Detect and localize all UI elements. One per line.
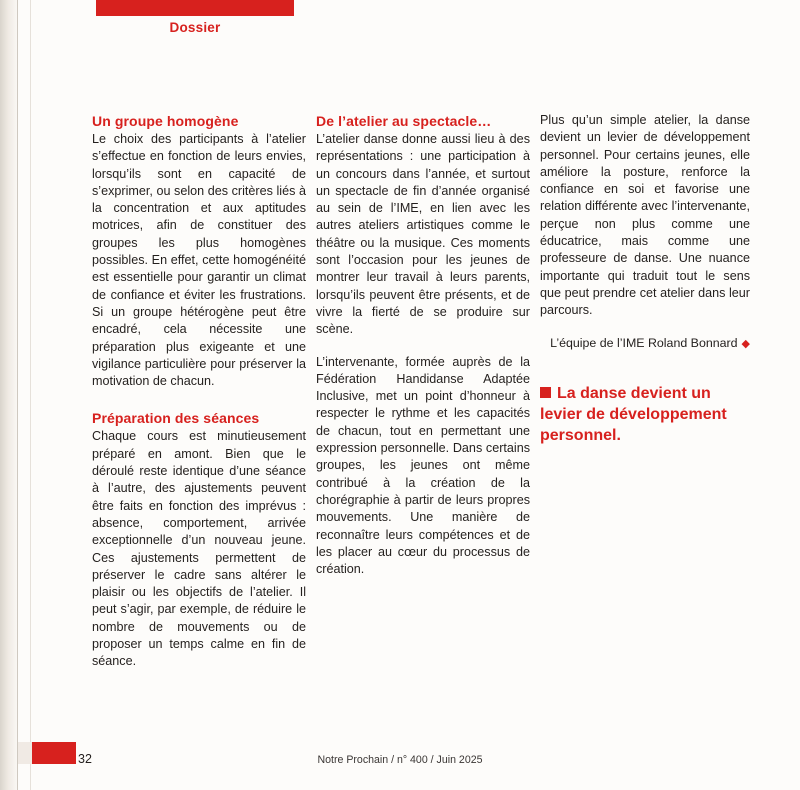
paragraph-groupe-homogene: Le choix des participants à l’atelier s’effectue en fonction de leurs envies, lorsqu’ils sont en capacité de s’exprimer, ou selon des critères liés à la concentration et aux aptitudes motrices, afin de constituer des groupes les plus homogènes possibles. En effet, cette homogénéité est essentielle pour garantir un climat de confiance et éviter les frustrations. Si un groupe hétérogène peut être encadré, cela nécessite une préparation plus exigeante et une vigilance particulière pour préserver la motivation de chacun. <box>92 132 306 389</box>
article-signature <box>540 335 750 353</box>
scan-edge <box>0 0 18 790</box>
column-two <box>316 112 530 578</box>
header-accent-bar <box>96 0 294 16</box>
column-one <box>92 112 306 671</box>
column-three <box>540 112 750 446</box>
pull-quote <box>540 383 750 446</box>
heading-groupe-homogene: Un groupe homogène <box>92 113 239 129</box>
heading-atelier-spectacle: De l’atelier au spectacle… <box>316 113 492 129</box>
paragraph-developpement-personnel: Plus qu’un simple atelier, la danse devient un levier de développement personnel. Pour certains jeunes, elle améliore la posture, renforce la confiance en soi et favorise une relation différente avec l’intervenante, perçue non plus comme une éducatrice, mais comme une professeure de danse. Une nuance importante qui traduit tout le sens que peut prendre cet atelier dans leur parcours. <box>540 113 750 318</box>
scan-edge-line <box>17 0 18 790</box>
diamond-icon: ◆ <box>741 337 750 350</box>
square-bullet-icon <box>540 387 551 398</box>
page-number: 32 <box>78 752 92 766</box>
section-kicker: Dossier <box>169 20 221 35</box>
paragraph-preparation-seances: Chaque cours est minutieusement préparé en amont. Bien que le déroulé reste identique d’une séance à l’autre, des ajustements peuvent être faits en fonction des imprévus : absence, comportement, arrivée exceptionnelle d’un nouveau jeune. Ces ajustements permettent de préserver le cadre sans altérer le plaisir ou les objectifs de l’atelier. Il peut s’agir, par exemple, de réduire le nombre de mouvements ou de proposer un temps calme en fin de séance. <box>92 429 306 669</box>
pull-quote-text: La danse devient un levier de développement personnel. <box>540 384 727 444</box>
paragraph-atelier-spectacle: L’atelier danse donne aussi lieu à des représentations : une participation à un concours dans l’année, et surtout un spectacle de fin d’année organisé au sein de l’IME, en lien avec les autres ateliers artistiques comme le théâtre ou la musique. Ces moments sont l’occasion pour les jeunes de montrer leur travail à leurs parents, lorsqu’ils peuvent être présents, et de vivre la fierté de se produire sur scène. <box>316 132 530 337</box>
footer-source-line: Notre Prochain / n° 400 / Juin 2025 <box>317 754 483 766</box>
signature-text: L’équipe de l’IME Roland Bonnard <box>550 335 738 350</box>
heading-preparation-seances: Préparation des séances <box>92 410 260 427</box>
page-margin-rule <box>30 0 31 790</box>
paragraph-intervenante: L’intervenante, formée auprès de la Fédération Handidanse Adaptée Inclusive, met un point d’honneur à respecter le rythme et les capacités de chacun, tout en permettant une expression personnelle. Dans certains groupes, les jeunes ont même contribué à la création de la chorégraphie à partir de leurs propres mouvements. Une manière de reconnaître leurs compétences et de les placer au cœur du processus de création. <box>316 354 530 577</box>
